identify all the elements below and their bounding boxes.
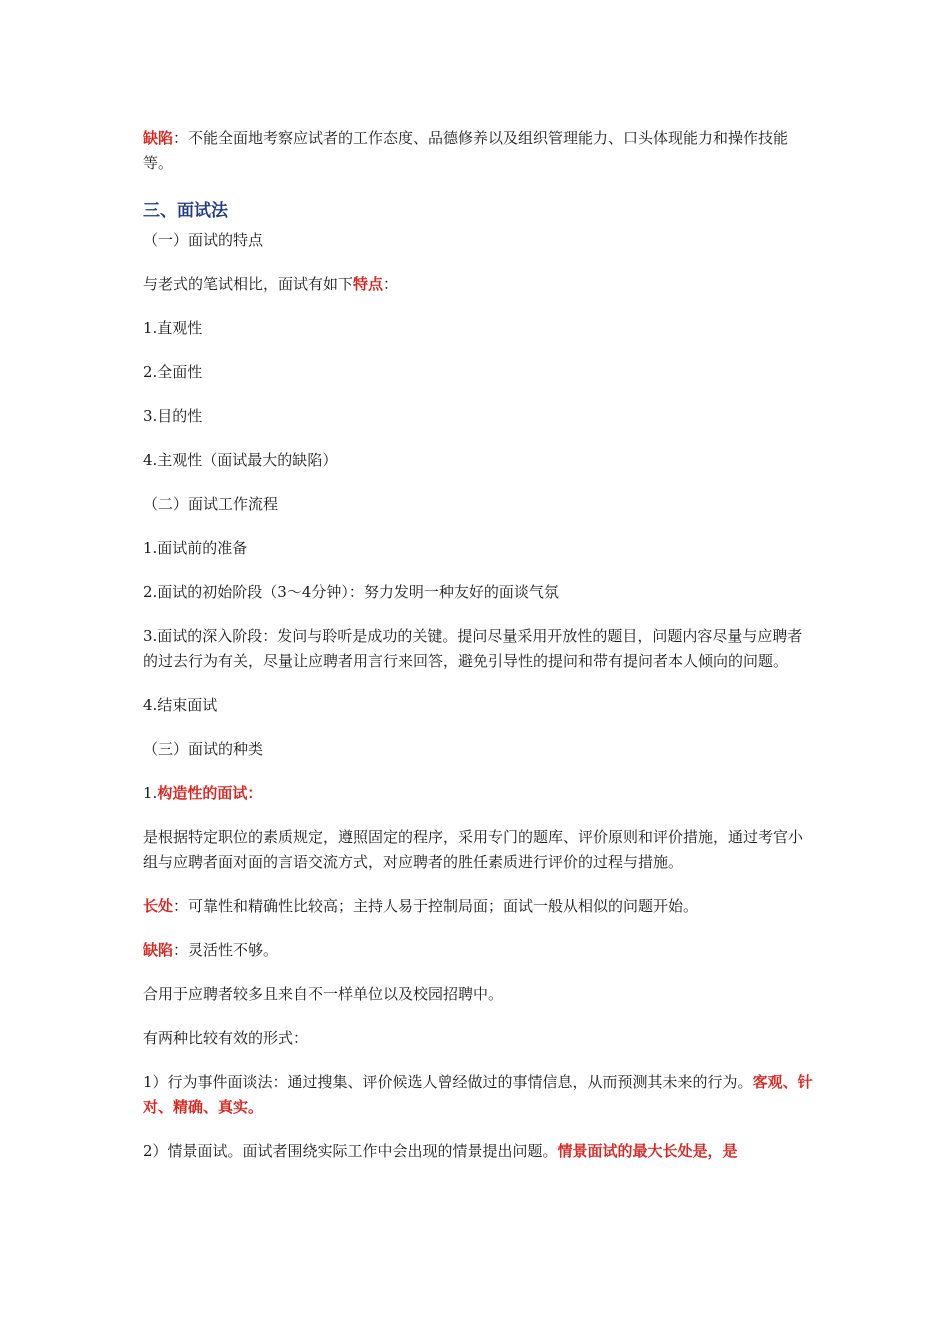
defect-label: 缺陷 — [143, 129, 174, 147]
pros-paragraph — [143, 894, 813, 919]
form1-emph: 客观、针对、精确、真实。 — [143, 1073, 813, 1116]
trait-item: 3.目的性 — [143, 407, 203, 425]
form-behavioral — [143, 1070, 813, 1120]
intro-tail: ： — [383, 275, 399, 293]
form2-emph: 情景面试的最大长处是，是 — [557, 1142, 738, 1160]
intro-text: 与老式的笔试相比，面试有如下 — [143, 275, 354, 293]
flow-item: 1.面试前的准备 — [143, 539, 248, 557]
type-description: 是根据特定职位的素质规定，遵照固定的程序，采用专门的题库、评价原则和评价措施，通过考官小组与应聘者面对面的言语交流方式，对应聘者的胜任素质进行评价的过程与措施。 — [143, 828, 804, 871]
trait-item: 1.直观性 — [143, 319, 203, 337]
cons-paragraph — [143, 938, 813, 963]
subheading-flow: （二）面试工作流程 — [143, 495, 279, 513]
document-page — [143, 126, 813, 1164]
flow-item: 4.结束面试 — [143, 696, 218, 714]
cons-text: ：灵活性不够。 — [173, 941, 279, 959]
intro-emph: 特点 — [353, 275, 384, 293]
type-structured — [143, 781, 813, 806]
pros-label: 长处 — [143, 897, 174, 915]
cons-label: 缺陷 — [143, 941, 174, 959]
features-intro — [143, 272, 813, 297]
trait-item: 4.主观性（面试最大的缺陷） — [143, 451, 338, 469]
defect-text: ：不能全面地考察应试者的工作态度、品德修养以及组织管理能力、口头体现能力和操作技能等。 — [143, 129, 789, 172]
form1-text: 1）行为事件面谈法：通过搜集、评价候选人曾经做过的事情信息，从而预测其未来的行为。 — [143, 1073, 753, 1091]
defect-paragraph — [143, 126, 813, 176]
flow-item: 3.面试的深入阶段：发问与聆听是成功的关键。提问尽量采用开放性的题目，问题内容尽量与应聘者的过去行为有关，尽量让应聘者用言行来回答，避免引导性的提问和带有提问者本人倾向的问题。 — [143, 627, 803, 670]
type-label: 构造性的面试： — [157, 784, 263, 802]
applicability-paragraph: 合用于应聘者较多且来自不一样单位以及校园招聘中。 — [143, 985, 504, 1003]
trait-item: 2.全面性 — [143, 363, 203, 381]
forms-intro: 有两种比较有效的形式： — [143, 1029, 309, 1047]
pros-text: ：可靠性和精确性比较高；主持人易于控制局面；面试一般从相似的问题开始。 — [173, 897, 699, 915]
subheading-features: （一）面试的特点 — [143, 231, 264, 249]
form-situational — [143, 1139, 813, 1164]
type-number: 1. — [143, 784, 158, 802]
flow-item: 2.面试的初始阶段（3～4分钟）：努力发明一种友好的面谈气氛 — [143, 583, 559, 601]
form2-text: 2）情景面试。面试者围绕实际工作中会出现的情景提出问题。 — [143, 1142, 558, 1160]
subheading-types: （三）面试的种类 — [143, 740, 264, 758]
section-heading-interview: 三、面试法 — [143, 201, 228, 221]
